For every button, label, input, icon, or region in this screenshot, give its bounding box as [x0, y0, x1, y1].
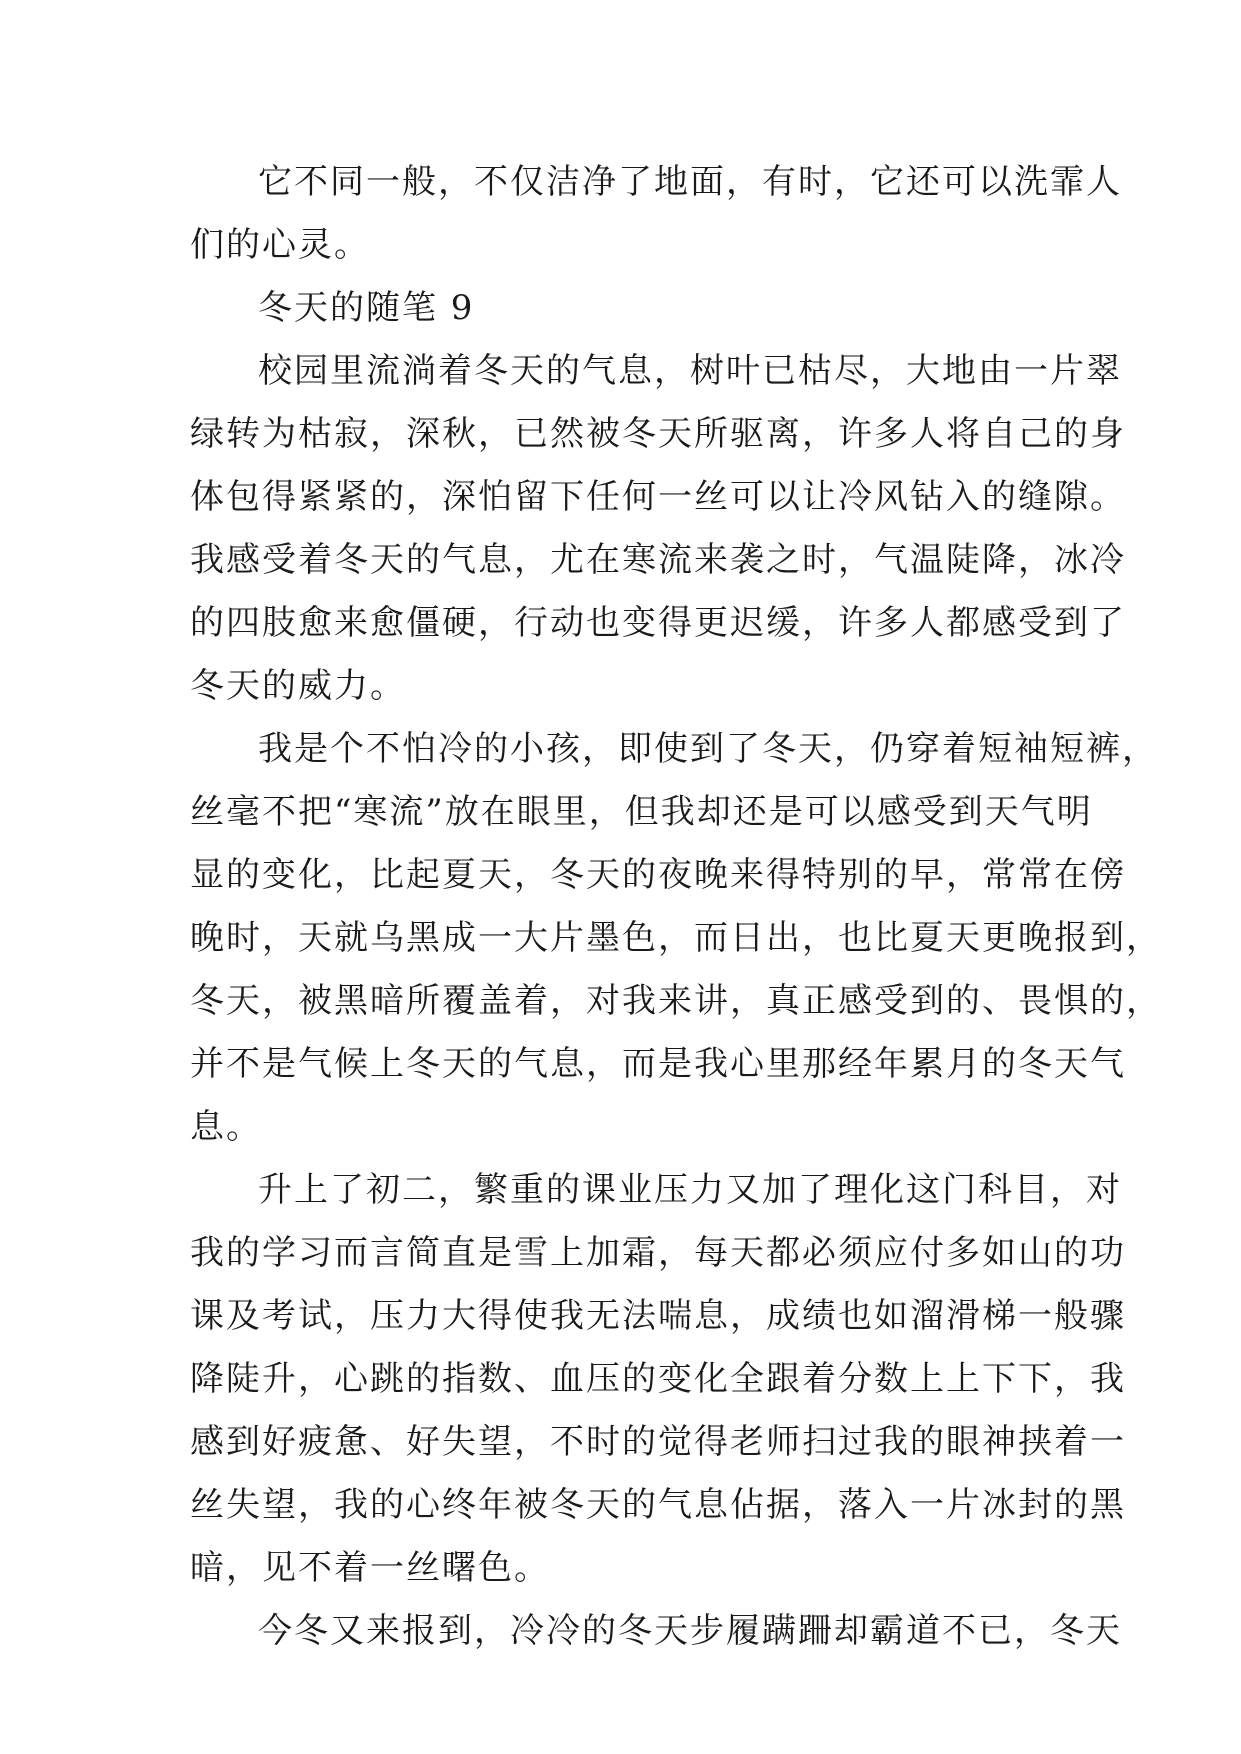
text-line: 我是个不怕冷的小孩，即使到了冬天，仍穿着短袖短裤，: [258, 729, 1158, 769]
text-line: 我感受着冬天的气息，尤在寒流来袭之时，气温陡降，冰冷: [190, 540, 1126, 580]
text-line: 感到好疲惫、好失望，不时的觉得老师扫过我的眼神挟着一: [190, 1422, 1126, 1462]
text-line: 冬天，被黑暗所覆盖着，对我来讲，真正感受到的、畏惧的，: [190, 981, 1162, 1021]
text-line: 暗，见不着一丝曙色。: [190, 1548, 550, 1588]
text-line: 升上了初二，繁重的课业压力又加了理化这门科目，对: [258, 1170, 1122, 1210]
text-line: 息。: [190, 1107, 262, 1147]
text-line: 显的变化，比起夏天，冬天的夜晚来得特别的早，常常在傍: [190, 855, 1126, 895]
text-line: 们的心灵。: [190, 225, 370, 265]
text-line: 体包得紧紧的，深怕留下任何一丝可以让冷风钻入的缝隙。: [190, 477, 1126, 517]
text-line: 降陡升，心跳的指数、血压的变化全跟着分数上上下下，我: [190, 1359, 1126, 1399]
text-line: 校园里流淌着冬天的气息，树叶已枯尽，大地由一片翠: [258, 351, 1122, 391]
text-line: 它不同一般，不仅洁净了地面，有时，它还可以洗霏人: [258, 162, 1122, 202]
text-line: 并不是气候上冬天的气息，而是我心里那经年累月的冬天气: [190, 1044, 1126, 1084]
text-line: 丝失望，我的心终年被冬天的气息佔据，落入一片冰封的黑: [190, 1485, 1126, 1525]
text-line: 晚时，天就乌黑成一大片墨色，而日出，也比夏天更晚报到，: [190, 918, 1162, 958]
text-line: 课及考试，压力大得使我无法喘息，成绩也如溜滑梯一般骤: [190, 1296, 1126, 1336]
text-line: 绿转为枯寂，深秋，已然被冬天所驱离，许多人将自己的身: [190, 414, 1126, 454]
text-line: 的四肢愈来愈僵硬，行动也变得更迟缓，许多人都感受到了: [190, 603, 1126, 643]
text-line: 冬天的威力。: [190, 666, 406, 706]
section-heading: 冬天的随笔 9: [258, 288, 475, 328]
text-line: 我的学习而言简直是雪上加霜，每天都必须应付多如山的功: [190, 1233, 1126, 1273]
text-line: 今冬又来报到，冷冷的冬天步履蹒跚却霸道不已，冬天: [258, 1611, 1122, 1651]
text-line: 丝毫不把“寒流”放在眼里，但我却还是可以感受到天气明: [190, 792, 1093, 832]
